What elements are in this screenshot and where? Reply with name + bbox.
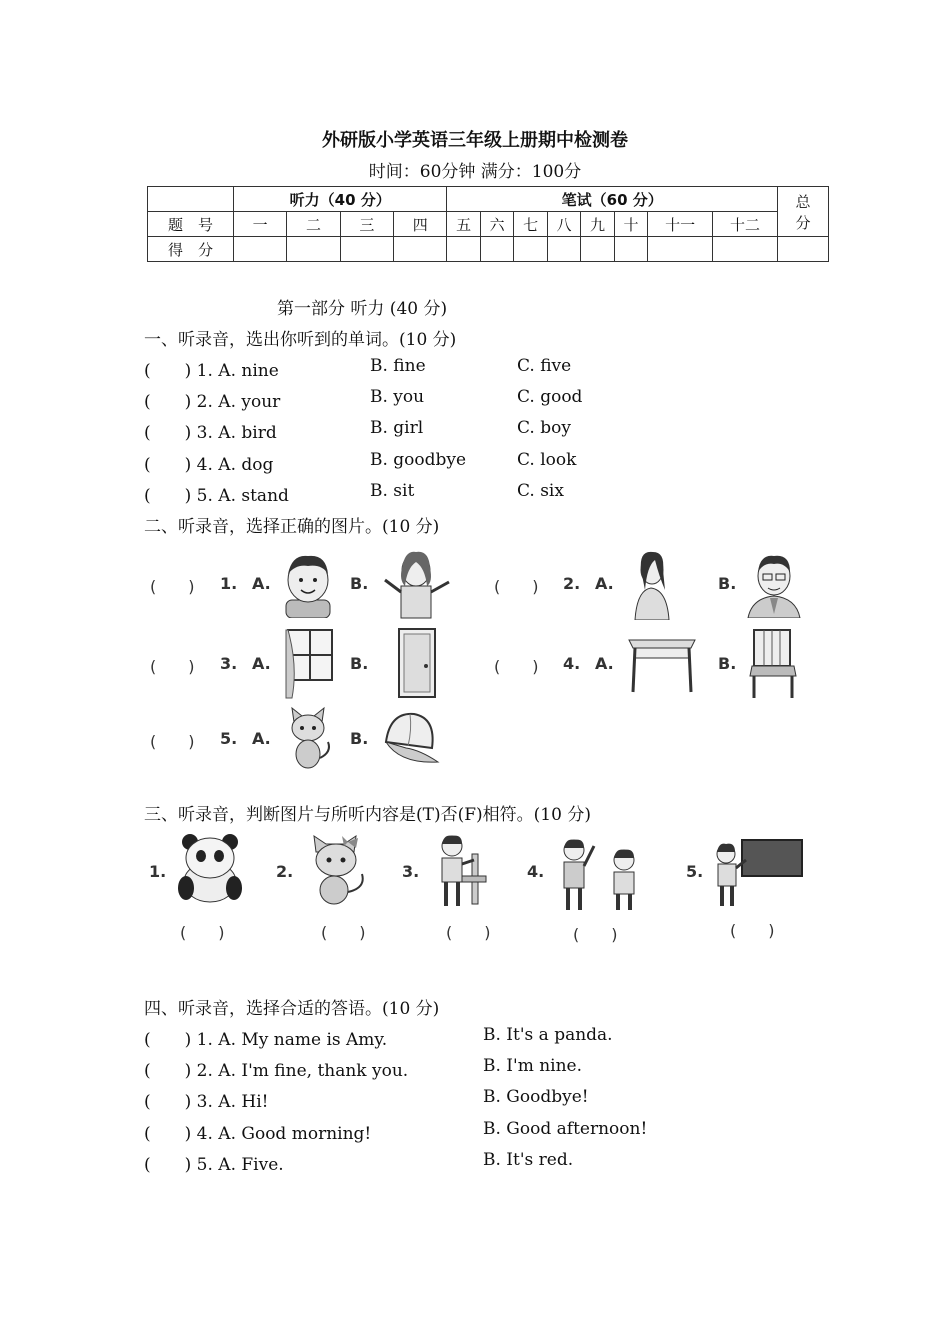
col-num: 十 (614, 212, 647, 237)
s2-answer-paren[interactable]: ( ) (494, 657, 539, 676)
s2-option-b: B. (718, 654, 737, 673)
s3-answer-paren[interactable]: ( ) (180, 923, 225, 942)
s1-q1-b: B. fine (370, 356, 426, 376)
s4-q1-b: B. It's a panda. (483, 1025, 613, 1045)
girl-image (377, 546, 457, 620)
part1-title: 第一部分 听力 (40 分) (277, 299, 448, 319)
score-cell[interactable] (393, 237, 446, 262)
s2-option-a: A. (252, 729, 271, 748)
boy-sit-down-image (432, 832, 492, 910)
s2-num: 3. (220, 654, 238, 673)
s2-answer-paren[interactable]: ( ) (150, 732, 195, 751)
s2-option-b: B. (350, 654, 369, 673)
s2-num: 5. (220, 729, 238, 748)
section3-heading: 三、听录音，判断图片与所听内容是(T)否(F)相符。(10 分) (144, 805, 591, 825)
score-table-blank (148, 187, 234, 212)
score-cell[interactable] (234, 237, 287, 262)
s2-option-a: A. (595, 654, 614, 673)
section1-heading: 一、听录音，选出你听到的单词。(10 分) (144, 330, 457, 350)
score-cell[interactable] (480, 237, 513, 262)
s4-q4-b: B. Good afternoon! (483, 1119, 648, 1139)
s2-option-b: B. (350, 574, 369, 593)
score-table (147, 186, 829, 262)
man-glasses-image (744, 548, 804, 618)
cat-image (282, 706, 334, 770)
window-image (284, 626, 336, 700)
exam-title: 外研版小学英语三年级上册期中检测卷 (322, 130, 628, 151)
s3-num: 2. (276, 862, 294, 881)
two-kids-goodbye-image (554, 832, 650, 912)
col-num: 九 (581, 212, 614, 237)
row-label-number: 题 号 (148, 212, 234, 237)
s1-q2-b: B. you (370, 387, 425, 407)
cap-image (380, 708, 440, 768)
s4-q3: ( ) 3. A. Hi! (144, 1092, 269, 1112)
boy-blackboard-image (712, 836, 806, 908)
chair-image (746, 626, 800, 700)
col-num: 八 (547, 212, 580, 237)
score-cell[interactable] (614, 237, 647, 262)
s3-answer-paren[interactable]: ( ) (573, 925, 618, 944)
s3-answer-paren[interactable]: ( ) (730, 921, 775, 940)
s1-q1: ( ) 1. A. nine (144, 361, 279, 381)
s1-q4-b: B. goodbye (370, 450, 467, 470)
s2-option-a: A. (595, 574, 614, 593)
s1-q5: ( ) 5. A. stand (144, 486, 289, 506)
col-num: 一 (234, 212, 287, 237)
s3-answer-paren[interactable]: ( ) (321, 923, 366, 942)
writing-header: 笔试（60 分） (447, 187, 778, 212)
s3-num: 5. (686, 862, 704, 881)
col-num: 六 (480, 212, 513, 237)
s4-q5-b: B. It's red. (483, 1150, 574, 1170)
s4-q3-b: B. Goodbye! (483, 1087, 589, 1107)
score-cell[interactable] (581, 237, 614, 262)
s2-answer-paren[interactable]: ( ) (494, 577, 539, 596)
s1-q4-c: C. look (517, 450, 577, 470)
s1-q3: ( ) 3. A. bird (144, 423, 277, 443)
total-header: 总 分 (778, 187, 829, 237)
door-image (396, 626, 438, 700)
s2-option-b: B. (718, 574, 737, 593)
col-num: 五 (447, 212, 480, 237)
s1-q1-c: C. five (517, 356, 572, 376)
kitten-bow-image (304, 834, 368, 906)
s1-q5-c: C. six (517, 481, 564, 501)
s4-q5: ( ) 5. A. Five. (144, 1155, 284, 1175)
s1-q4: ( ) 4. A. dog (144, 455, 274, 475)
col-num: 四 (393, 212, 446, 237)
s3-num: 4. (527, 862, 545, 881)
col-num: 十一 (648, 212, 713, 237)
s2-num: 4. (563, 654, 581, 673)
row-label-score: 得 分 (148, 237, 234, 262)
s1-q5-b: B. sit (370, 481, 415, 501)
s3-num: 3. (402, 862, 420, 881)
s4-q4: ( ) 4. A. Good morning! (144, 1124, 372, 1144)
s1-q3-c: C. boy (517, 418, 571, 438)
desk-image (625, 632, 699, 694)
score-cell[interactable] (713, 237, 778, 262)
listening-header: 听力（40 分） (234, 187, 447, 212)
s4-q2-b: B. I'm nine. (483, 1056, 583, 1076)
s4-q1: ( ) 1. A. My name is Amy. (144, 1030, 388, 1050)
section2-heading: 二、听录音，选择正确的图片。(10 分) (144, 517, 440, 537)
col-num: 二 (287, 212, 340, 237)
s1-q2: ( ) 2. A. your (144, 392, 281, 412)
woman-image (625, 546, 677, 620)
s2-option-b: B. (350, 729, 369, 748)
col-num: 十二 (713, 212, 778, 237)
col-num: 三 (340, 212, 393, 237)
s2-num: 2. (563, 574, 581, 593)
score-cell[interactable] (547, 237, 580, 262)
s3-num: 1. (149, 862, 167, 881)
score-cell[interactable] (514, 237, 547, 262)
s2-num: 1. (220, 574, 238, 593)
panda-image (174, 832, 244, 904)
s3-answer-paren[interactable]: ( ) (446, 923, 491, 942)
s2-answer-paren[interactable]: ( ) (150, 577, 195, 596)
score-cell[interactable] (340, 237, 393, 262)
score-cell[interactable] (447, 237, 480, 262)
s1-q2-c: C. good (517, 387, 583, 407)
col-num: 七 (514, 212, 547, 237)
s2-option-a: A. (252, 654, 271, 673)
exam-subtitle: 时间：60分钟 满分：100分 (368, 162, 582, 182)
s1-q3-b: B. girl (370, 418, 424, 438)
section4-heading: 四、听录音，选择合适的答语。(10 分) (144, 999, 440, 1019)
boy-face-image (278, 548, 338, 618)
s2-option-a: A. (252, 574, 271, 593)
s2-answer-paren[interactable]: ( ) (150, 657, 195, 676)
score-cell[interactable] (648, 237, 713, 262)
s4-q2: ( ) 2. A. I'm fine, thank you. (144, 1061, 409, 1081)
score-cell[interactable] (287, 237, 340, 262)
score-cell-total[interactable] (778, 237, 829, 262)
